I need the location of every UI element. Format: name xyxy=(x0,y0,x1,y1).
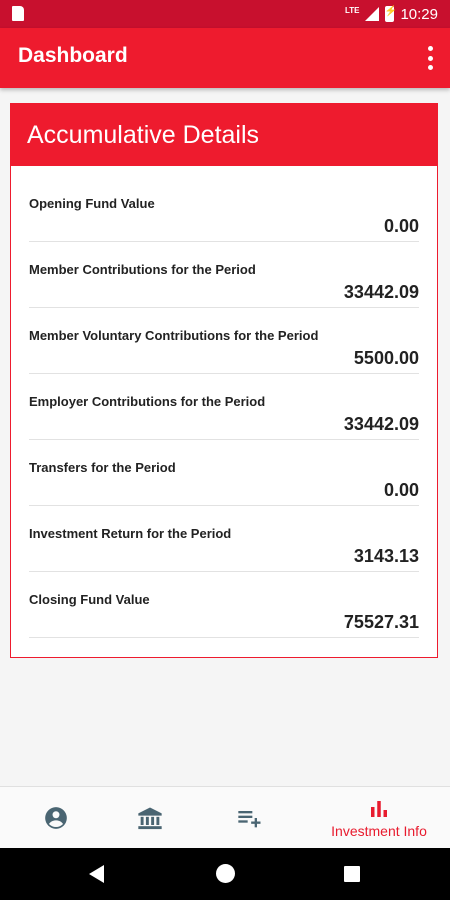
system-navigation-bar xyxy=(0,848,450,900)
bottom-navigation xyxy=(0,786,450,849)
card-title: Accumulative Details xyxy=(11,104,437,166)
accumulative-details-card xyxy=(10,103,438,658)
detail-row xyxy=(29,440,419,506)
nav-item-investment-info[interactable] xyxy=(314,787,444,849)
detail-label: Employer Contributions for the Period xyxy=(29,394,266,409)
detail-row xyxy=(29,242,419,308)
account-circle-icon xyxy=(43,805,69,831)
signal-icon xyxy=(365,7,379,21)
detail-row xyxy=(29,308,419,374)
nav-item-bank[interactable] xyxy=(94,787,206,849)
detail-value: 3143.13 xyxy=(353,546,419,566)
detail-row xyxy=(29,572,419,638)
app-bar xyxy=(0,28,450,88)
detail-label: Member Contributions for the Period xyxy=(29,262,256,277)
details-list xyxy=(11,176,437,638)
detail-value: 75527.31 xyxy=(343,612,419,632)
bank-icon xyxy=(136,804,164,832)
playlist-add-icon xyxy=(236,804,264,832)
detail-row xyxy=(29,506,419,572)
bar-chart-icon xyxy=(367,797,391,821)
recents-icon[interactable] xyxy=(344,866,360,882)
detail-value: 0.00 xyxy=(383,480,419,500)
detail-label: Transfers for the Period xyxy=(29,460,176,475)
detail-value: 5500.00 xyxy=(353,348,419,368)
nav-label-investment-info: Investment Info xyxy=(331,823,427,839)
more-vert-icon[interactable] xyxy=(426,46,434,70)
battery-charging-icon xyxy=(385,6,394,22)
page-title: Dashboard xyxy=(18,44,128,67)
network-type: LTE xyxy=(344,5,360,15)
detail-row xyxy=(29,176,419,242)
sd-card-icon xyxy=(12,6,24,21)
detail-label: Opening Fund Value xyxy=(29,196,155,211)
back-icon[interactable] xyxy=(89,865,104,883)
detail-label: Closing Fund Value xyxy=(29,592,150,607)
status-bar xyxy=(0,0,450,28)
detail-label: Investment Return for the Period xyxy=(29,526,232,541)
nav-item-transactions[interactable] xyxy=(194,787,306,849)
detail-label: Member Voluntary Contributions for the Period xyxy=(29,328,319,343)
detail-value: 33442.09 xyxy=(343,282,419,302)
detail-value: 0.00 xyxy=(383,216,419,236)
detail-row xyxy=(29,374,419,440)
home-icon[interactable] xyxy=(216,864,235,883)
detail-value: 33442.09 xyxy=(343,414,419,434)
clock: 10:29 xyxy=(400,5,438,23)
